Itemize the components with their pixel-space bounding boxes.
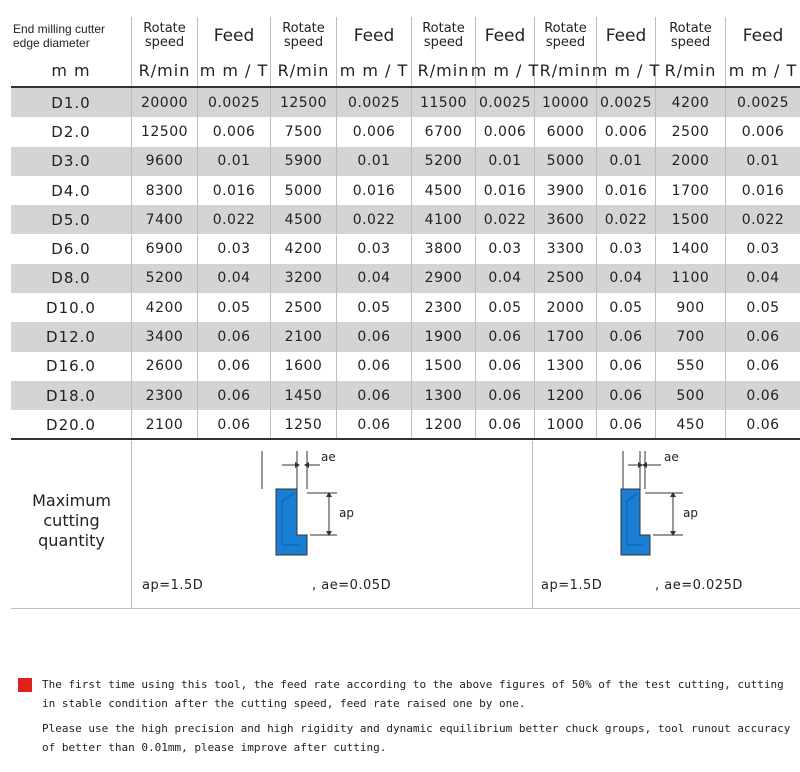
rotate-unit: R/min xyxy=(271,54,337,87)
diameter-cell: D12.0 xyxy=(11,322,132,351)
cutting-quantity-label-cell xyxy=(11,441,132,609)
rotate-speed-header xyxy=(412,17,476,54)
feed-cell: 0.06 xyxy=(337,322,412,351)
rotate-speed-cell: 3200 xyxy=(271,264,337,293)
feed-cell: 0.03 xyxy=(198,235,271,264)
cutting-label-line3: quantity xyxy=(38,531,105,550)
rotate-speed-cell: 2500 xyxy=(271,293,337,322)
rotate-speed-cell: 550 xyxy=(656,352,726,381)
rotate-speed-cell: 12500 xyxy=(271,88,337,117)
feed-cell: 0.01 xyxy=(476,147,535,176)
rotate-speed-cell: 4200 xyxy=(656,88,726,117)
rotate-speed-cell: 1400 xyxy=(656,235,726,264)
feed-cell: 0.022 xyxy=(741,211,785,228)
table-row xyxy=(11,352,800,381)
diameter-cell: D4.0 xyxy=(11,176,132,205)
feed-unit: m m / T xyxy=(198,54,271,87)
feed-cell: 0.06 xyxy=(597,410,656,439)
rotate-speed-cell: 10000 xyxy=(535,88,597,117)
rotate-speed-cell: 2300 xyxy=(132,381,198,410)
rotate-speed-cell: 1700 xyxy=(535,322,597,351)
feed-cell: 0.04 xyxy=(198,264,271,293)
rotate-speed-cell: 6900 xyxy=(132,235,198,264)
left-ap-value: ap=1.5D xyxy=(142,578,204,593)
rotate-speed-cell: 3600 xyxy=(535,205,597,234)
table-row xyxy=(11,117,800,146)
rotate-speed-cell: 5000 xyxy=(271,176,337,205)
feed-cell: 0.016 xyxy=(198,176,271,205)
rotate-unit: R/min xyxy=(412,54,476,87)
table-bottom-divider xyxy=(11,438,800,440)
diameter-unit: m m xyxy=(11,54,132,87)
rotate-speed-cell: 1500 xyxy=(656,205,726,234)
rotate-speed-cell: 7400 xyxy=(132,205,198,234)
right-ae-value: , ae=0.025D xyxy=(655,578,743,593)
rotate-unit: R/min xyxy=(535,54,597,87)
feed-cell: 0.006 xyxy=(337,117,412,146)
rotate-speed-cell: 1300 xyxy=(535,352,597,381)
table-row xyxy=(11,264,800,293)
rotate-header-line2: speed xyxy=(283,34,324,50)
note-bullet-icon xyxy=(18,678,32,692)
feed-cell: 0.06 xyxy=(337,352,412,381)
feed-cell: 0.03 xyxy=(597,235,656,264)
table-row xyxy=(11,176,800,205)
feed-header: Feed xyxy=(198,17,271,54)
rotate-speed-cell: 1100 xyxy=(656,264,726,293)
rotate-header-line2: speed xyxy=(144,34,185,50)
feed-cell: 0.01 xyxy=(198,147,271,176)
feed-header: Feed xyxy=(337,17,412,54)
rotate-unit: R/min xyxy=(132,54,198,87)
rotate-speed-cell: 500 xyxy=(656,381,726,410)
table-header-row-1 xyxy=(11,17,800,54)
feed-unit: m m / T xyxy=(476,54,535,87)
rotate-header-line2: speed xyxy=(545,34,586,50)
rotate-speed-header xyxy=(656,17,726,54)
rotate-speed-cell: 2100 xyxy=(271,322,337,351)
rotate-speed-cell: 20000 xyxy=(132,88,198,117)
feed-cell: 0.016 xyxy=(476,176,535,205)
rotate-speed-cell: 7500 xyxy=(271,117,337,146)
rotate-speed-header xyxy=(132,17,198,54)
rotate-speed-cell: 11500 xyxy=(412,88,476,117)
feed-cell: 0.006 xyxy=(597,117,656,146)
feed-cell: 0.0025 xyxy=(597,88,656,117)
feed-cell: 0.05 xyxy=(476,293,535,322)
rotate-speed-cell: 5900 xyxy=(271,147,337,176)
rotate-speed-cell: 2000 xyxy=(656,147,726,176)
feed-cell: 0.022 xyxy=(337,205,412,234)
ap-symbol-left: ap xyxy=(339,506,354,520)
feed-cell: 0.05 xyxy=(337,293,412,322)
feed-cell: 0.05 xyxy=(198,293,271,322)
rotate-speed-cell: 9600 xyxy=(132,147,198,176)
table-row xyxy=(11,293,800,322)
rotate-speed-cell: 8300 xyxy=(132,176,198,205)
feed-cell: 0.01 xyxy=(746,153,780,170)
feed-cell: 0.06 xyxy=(746,329,780,346)
rotate-header-line1: Rotate xyxy=(422,20,465,36)
table-row xyxy=(11,235,800,264)
diameter-header-line2: edge diameter xyxy=(13,35,90,50)
rotate-speed-cell: 2900 xyxy=(412,264,476,293)
ap-symbol-right: ap xyxy=(683,506,698,520)
feed-cell: 0.06 xyxy=(198,410,271,439)
rotate-speed-cell: 3900 xyxy=(535,176,597,205)
feed-header: Feed xyxy=(742,25,784,46)
usage-note-1: The first time using this tool, the feed rate according to the above figures of 50% of the test cutting, cutting in stable condition after the cutting speed, feed rate raised one by one. xyxy=(42,678,784,710)
feed-cell: 0.06 xyxy=(746,358,780,375)
rotate-speed-cell: 4500 xyxy=(412,176,476,205)
cutting-diagram-right xyxy=(533,441,800,609)
feed-cell: 0.06 xyxy=(337,410,412,439)
feed-cell: 0.016 xyxy=(741,182,785,199)
rotate-speed-cell: 1000 xyxy=(535,410,597,439)
rotate-speed-cell: 4500 xyxy=(271,205,337,234)
rotate-speed-cell: 1250 xyxy=(271,410,337,439)
rotate-speed-cell: 2100 xyxy=(132,410,198,439)
cutting-quantity-label xyxy=(11,491,132,551)
feed-cell: 0.01 xyxy=(597,147,656,176)
rotate-speed-cell: 4200 xyxy=(132,293,198,322)
rotate-speed-cell: 1900 xyxy=(412,322,476,351)
diameter-cell: D1.0 xyxy=(11,88,132,117)
section-divider xyxy=(11,608,800,609)
rotate-speed-cell: 3400 xyxy=(132,322,198,351)
feed-unit: m m / T xyxy=(728,61,798,80)
left-ae-value: , ae=0.05D xyxy=(312,578,392,593)
table-header-row-2 xyxy=(11,54,800,87)
diameter-header xyxy=(11,17,132,54)
rotate-speed-cell: 1500 xyxy=(412,352,476,381)
table-row xyxy=(11,322,800,351)
cutting-label-line2: cutting xyxy=(43,511,100,530)
feed-cell: 0.05 xyxy=(597,293,656,322)
feed-cell: 0.04 xyxy=(597,264,656,293)
rotate-header-line1: Rotate xyxy=(143,20,186,36)
rotate-speed-cell: 3300 xyxy=(535,235,597,264)
rotate-speed-cell: 1200 xyxy=(535,381,597,410)
table-row xyxy=(11,410,800,439)
rotate-header-line1: Rotate xyxy=(544,20,587,36)
feed-cell: 0.006 xyxy=(198,117,271,146)
feed-cell: 0.06 xyxy=(597,352,656,381)
rotate-speed-cell: 4100 xyxy=(412,205,476,234)
usage-note-2: Please use the high precision and high rigidity and dynamic equilibrium better chuck groups, tool runout accuracy of better than 0.01mm, please improve after cutting. xyxy=(42,722,791,754)
feed-cell: 0.0025 xyxy=(198,88,271,117)
rotate-speed-cell: 2300 xyxy=(412,293,476,322)
rotate-speed-header xyxy=(535,17,597,54)
table-row xyxy=(11,147,800,176)
rotate-header-line2: speed xyxy=(670,34,711,50)
rotate-speed-cell: 2500 xyxy=(656,117,726,146)
feed-cell: 0.06 xyxy=(337,381,412,410)
rotate-speed-cell: 1450 xyxy=(271,381,337,410)
rotate-speed-cell: 2600 xyxy=(132,352,198,381)
feed-cell: 0.06 xyxy=(476,381,535,410)
feed-unit: m m / T xyxy=(337,54,412,87)
feed-cell: 0.0025 xyxy=(737,94,789,111)
feed-cell: 0.06 xyxy=(198,352,271,381)
feed-cell: 0.006 xyxy=(476,117,535,146)
feed-cell: 0.06 xyxy=(476,322,535,351)
feed-cell: 0.06 xyxy=(198,322,271,351)
diameter-cell: D20.0 xyxy=(11,410,132,439)
rotate-speed-cell: 5200 xyxy=(412,147,476,176)
cutting-diagram-left xyxy=(132,441,533,609)
feed-cell: 0.03 xyxy=(337,235,412,264)
feed-cell: 0.016 xyxy=(337,176,412,205)
header-divider xyxy=(11,86,800,88)
cutting-label-line1: Maximum xyxy=(32,491,111,510)
rotate-speed-cell: 1600 xyxy=(271,352,337,381)
table-row xyxy=(11,381,800,410)
rotate-speed-cell: 12500 xyxy=(132,117,198,146)
diameter-cell: D16.0 xyxy=(11,352,132,381)
feed-cell: 0.04 xyxy=(476,264,535,293)
diameter-cell: D18.0 xyxy=(11,381,132,410)
feed-unit: m m / T xyxy=(597,54,656,87)
feed-cell: 0.0025 xyxy=(476,88,535,117)
feed-cell: 0.04 xyxy=(337,264,412,293)
diameter-cell: D8.0 xyxy=(11,264,132,293)
rotate-speed-cell: 5000 xyxy=(535,147,597,176)
diameter-cell: D6.0 xyxy=(11,235,132,264)
feed-cell: 0.016 xyxy=(597,176,656,205)
diameter-cell: D3.0 xyxy=(11,147,132,176)
feed-cell: 0.06 xyxy=(476,410,535,439)
feed-cell: 0.01 xyxy=(337,147,412,176)
diameter-cell: D5.0 xyxy=(11,205,132,234)
feed-cell: 0.022 xyxy=(476,205,535,234)
rotate-speed-cell: 1700 xyxy=(656,176,726,205)
feed-cell: 0.06 xyxy=(597,322,656,351)
rotate-speed-cell: 6700 xyxy=(412,117,476,146)
feed-cell: 0.06 xyxy=(476,352,535,381)
feed-cell: 0.06 xyxy=(746,387,780,404)
table-row xyxy=(11,205,800,234)
rotate-speed-cell: 3800 xyxy=(412,235,476,264)
feed-cell: 0.03 xyxy=(746,241,780,258)
diameter-header-line1: End milling cutter xyxy=(13,21,106,36)
rotate-unit: R/min xyxy=(656,54,726,87)
right-ap-value: ap=1.5D xyxy=(541,578,603,593)
rotate-header-line2: speed xyxy=(423,34,464,50)
diameter-cell: D10.0 xyxy=(11,293,132,322)
rotate-speed-cell: 4200 xyxy=(271,235,337,264)
rotate-speed-cell: 5200 xyxy=(132,264,198,293)
feed-cell: 0.0025 xyxy=(337,88,412,117)
rotate-speed-cell: 6000 xyxy=(535,117,597,146)
ae-symbol-right: ae xyxy=(664,450,679,464)
rotate-header-line1: Rotate xyxy=(282,20,325,36)
rotate-header-line1: Rotate xyxy=(669,20,712,36)
rotate-speed-cell: 450 xyxy=(656,410,726,439)
table-row xyxy=(11,88,800,117)
rotate-speed-cell: 2500 xyxy=(535,264,597,293)
rotate-speed-cell: 1300 xyxy=(412,381,476,410)
rotate-speed-cell: 1200 xyxy=(412,410,476,439)
rotate-speed-cell: 900 xyxy=(656,293,726,322)
feed-cell: 0.05 xyxy=(746,299,780,316)
rotate-speed-cell: 700 xyxy=(656,322,726,351)
feed-cell: 0.06 xyxy=(198,381,271,410)
feed-cell: 0.06 xyxy=(597,381,656,410)
feed-cell: 0.006 xyxy=(741,123,785,140)
feed-cell: 0.03 xyxy=(476,235,535,264)
diameter-cell: D2.0 xyxy=(11,117,132,146)
feed-cell: 0.022 xyxy=(597,205,656,234)
feed-cell: 0.022 xyxy=(198,205,271,234)
feed-header: Feed xyxy=(476,17,535,54)
rotate-speed-header xyxy=(271,17,337,54)
ae-symbol-left: ae xyxy=(321,450,336,464)
feed-header: Feed xyxy=(597,17,656,54)
feed-cell: 0.04 xyxy=(746,270,780,287)
rotate-speed-cell: 2000 xyxy=(535,293,597,322)
feed-cell: 0.06 xyxy=(746,416,780,433)
